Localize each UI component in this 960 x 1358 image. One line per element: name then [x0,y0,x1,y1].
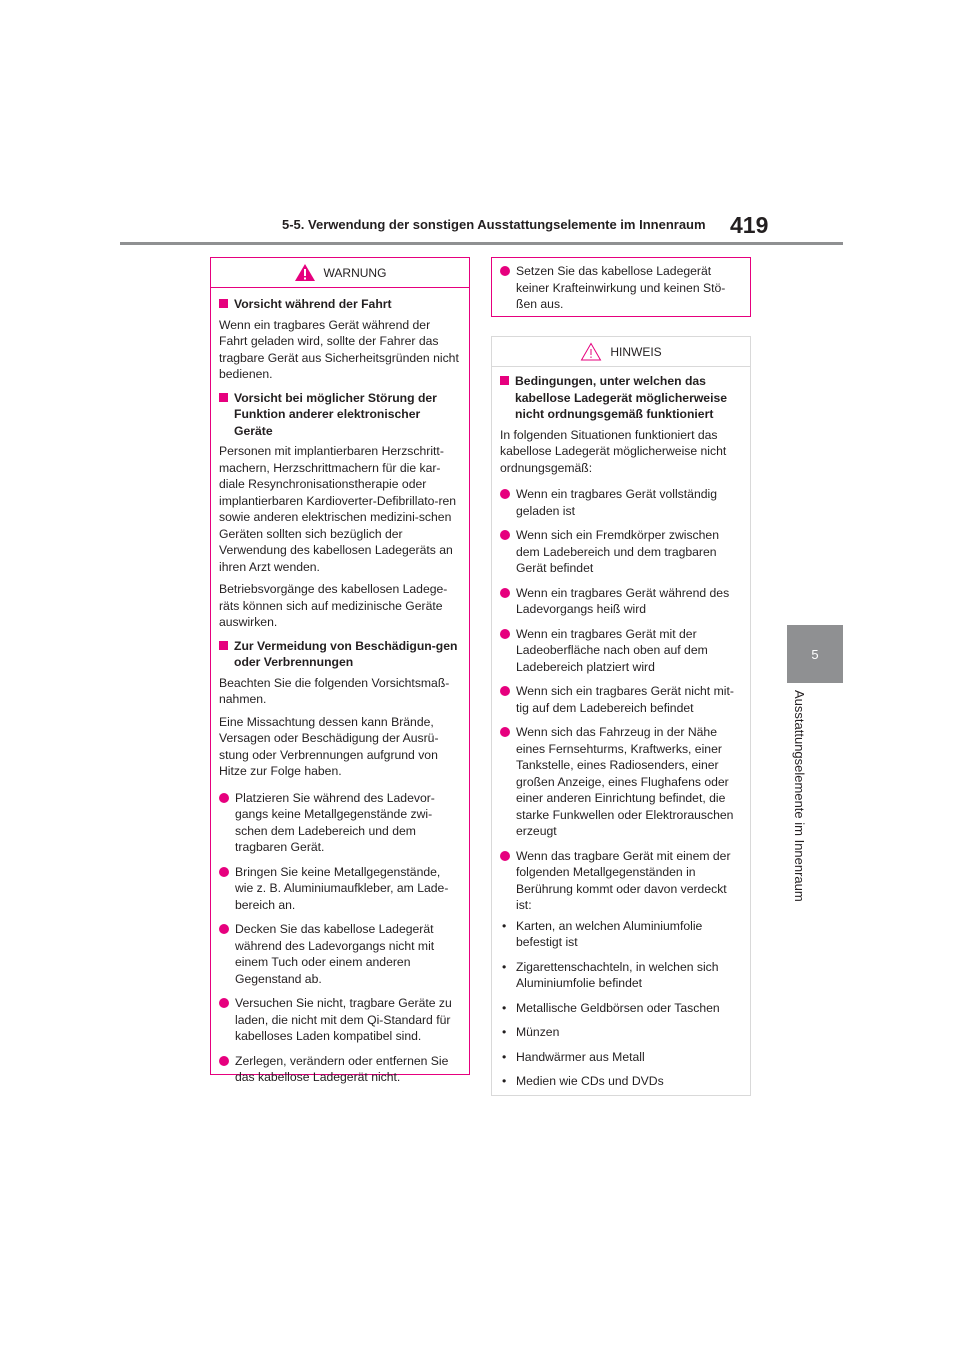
hinweis-heading: Bedingungen, unter welchen das kabellose Ladegerät möglicherweise nicht ordnungsgemäß funktioniert [500,373,742,423]
sub-list-item: • Münzen [502,1025,560,1039]
hinweis-title: HINWEIS [610,344,662,359]
list-item: Wenn sich das Fahrzeug in der Nähe eines Fernsehturms, Kraftwerks, einer Tankstelle, eines Radiosenders, einer großen Anzeige, eines Flughafens oder einer anderen Einrichtung befindet, die starke Funkwellen oder Elektrorauschen erzeugt [500,724,742,840]
round-bullet-icon [500,727,510,737]
warning-paragraph: Wenn ein tragbares Gerät während der Fahrt geladen wird, sollte der Fahrer das tragbare Gerät aus Sicherheitsgründen nicht bedienen. [219,317,459,381]
section-title: 5-5. Verwendung der sonstigen Ausstattungselemente im Innenraum [282,217,706,232]
list-item: Wenn das tragbare Gerät mit einem der folgenden Metallgegenständen in Berührung kommt oder davon verdeckt ist: [500,848,742,914]
list-item: Wenn sich ein tragbares Gerät nicht mit-tig auf dem Ladebereich befindet [500,683,742,716]
sub-list-item: • Handwärmer aus Metall [502,1049,645,1064]
sub-list-item: • Medien wie CDs und DVDs [502,1074,664,1088]
hinweis-intro: In folgenden Situationen funktioniert das kabellose Ladegerät möglicherweise nicht ordnungsgemäß: [500,427,727,475]
header-rule [120,242,843,245]
warning-heading-3: Zur Vermeidung von Beschädigun-gen oder Verbrennungen [219,638,461,671]
warning-heading-1: Vorsicht während der Fahrt [219,296,461,313]
warning-title: WARNUNG [323,265,387,280]
list-item: Versuchen Sie nicht, tragbare Geräte zu laden, die nicht mit dem Qi-Standard für kabelloses Laden kompatibel sind. [219,995,461,1045]
warning-continuation-box [491,257,751,317]
warning-header [211,258,469,288]
chapter-tab: 5 [787,625,843,683]
round-bullet-icon [500,489,510,499]
caution-triangle-icon [580,342,602,361]
hinweis-header [492,337,750,367]
warning-box [210,257,470,1084]
warning-heading-2: Vorsicht bei möglicher Störung der Funktion anderer elektronischer Geräte [219,390,461,440]
round-bullet-icon [500,629,510,639]
sub-list-item: • Metallische Geldbörsen oder Taschen [502,1000,720,1015]
warning-paragraph: Personen mit implantierbaren Herzschritt-machern, Herzschrittmachern für die kar-diale Resynchronisationstherapie oder implantierbaren Kardioverter-Defibrillato-ren sowie anderen elektrischen medizini-schen Geräten sollten sich bezüglich der Verwendung des kabellosen Ladegeräts an ihren Arzt wenden. [219,444,457,574]
warning-paragraph: Eine Missachtung dessen kann Brände, Versagen oder Beschädigung der Ausrü-stung oder Verbrennungen aufgrund von Hitze zur Folge haben. [219,714,439,778]
square-bullet-icon [219,393,228,402]
round-bullet-icon [500,530,510,540]
list-item: Wenn ein tragbares Gerät vollständig geladen ist [500,486,742,519]
round-bullet-icon [219,998,229,1008]
warning-paragraph: Betriebsvorgänge des kabellosen Ladege-räts können sich auf medizinische Geräte auswirken. [219,582,448,629]
round-bullet-icon [219,867,229,877]
warning-paragraph: Beachten Sie die folgenden Vorsichtsmaß-nahmen. [219,675,450,706]
round-bullet-icon [500,851,510,861]
list-item: Platzieren Sie während des Ladevor-gangs keine Metallgegenstände zwi-schen dem Ladebereich und dem tragbaren Gerät. [219,790,461,856]
list-item: Wenn sich ein Fremdkörper zwischen dem Ladebereich und dem tragbaren Gerät befindet [500,527,742,577]
warning-triangle-icon [294,263,316,282]
round-bullet-icon [219,924,229,934]
round-bullet-icon [219,1056,229,1066]
list-item: Setzen Sie das kabellose Ladegerät keiner Krafteinwirkung und keinen Stö-ßen aus. [500,263,742,313]
round-bullet-icon [500,588,510,598]
sub-list-item: • Karten, an welchen Aluminiumfolie befestigt ist [502,918,703,949]
round-bullet-icon [500,266,510,276]
list-item: Decken Sie das kabellose Ladegerät während des Ladevorgangs nicht mit einem Tuch oder einem anderen Gegenstand ab. [219,921,461,987]
square-bullet-icon [500,376,509,385]
list-item: Zerlegen, verändern oder entfernen Sie das kabellose Ladegerät nicht. [219,1053,461,1086]
sub-list-item: • Zigarettenschachteln, in welchen sich Aluminiumfolie befindet [502,959,719,990]
round-bullet-icon [219,793,229,803]
round-bullet-icon [500,686,510,696]
page-number: 419 [730,212,769,238]
list-item: Wenn ein tragbares Gerät mit der Ladeoberfläche nach oben auf dem Ladebereich platziert wird [500,626,742,676]
list-item: Wenn ein tragbares Gerät während des Ladevorgangs heiß wird [500,585,742,618]
square-bullet-icon [219,641,228,650]
list-item: Bringen Sie keine Metallgegenstände, wie z. B. Aluminiumaufkleber, am Lade-bereich an. [219,864,461,914]
square-bullet-icon [219,299,228,308]
chapter-label: Ausstattungselemente im Innenraum [792,690,807,902]
hinweis-box [491,336,751,1096]
